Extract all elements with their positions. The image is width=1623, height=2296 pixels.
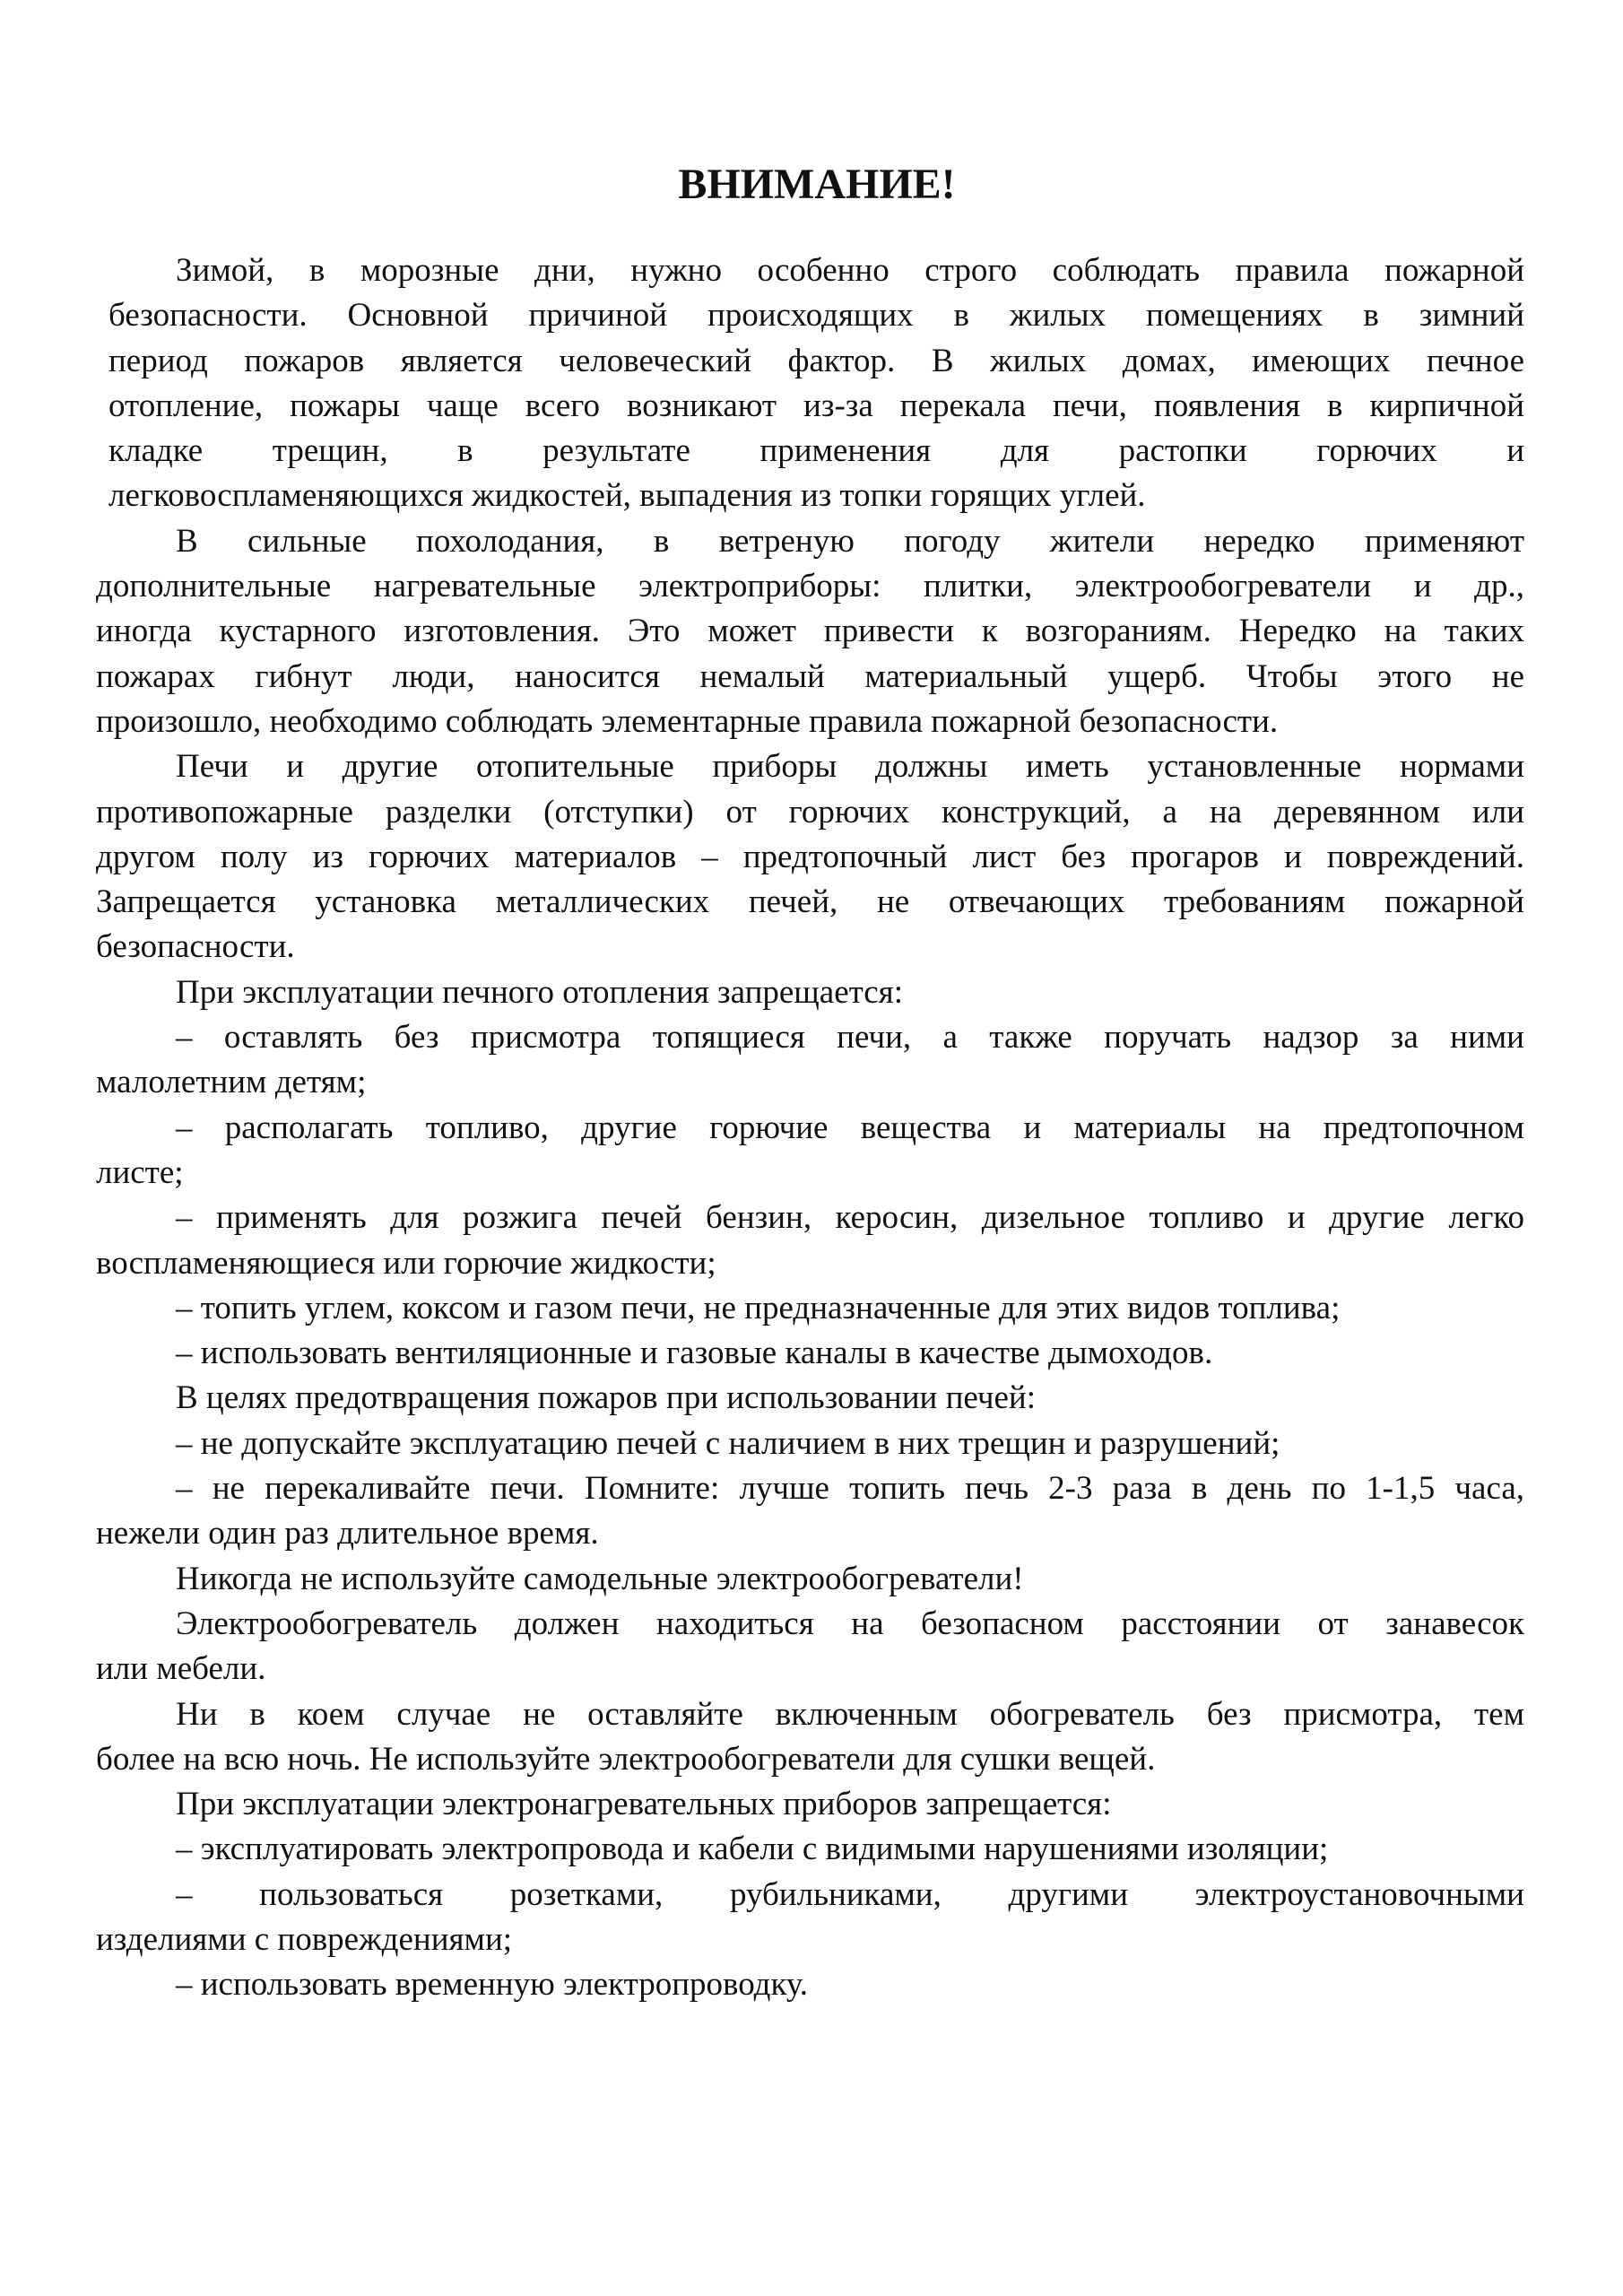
paragraph: [96, 1873, 1524, 1963]
text-line: легковоспламеняющихся жидкостей, выпадения из топки горящих углей.: [108, 477, 1146, 515]
page-title: ВНИМАНИЕ!: [678, 161, 956, 208]
text-line: – эксплуатировать электропровода и кабели с видимыми нарушениями изоляции;: [176, 1831, 1329, 1868]
paragraph: [96, 1015, 1524, 1106]
text-line: отопление, пожары чаще всего возникают из-за перекала печи, появления в кирпичной: [108, 387, 1524, 424]
text-line: Запрещается установка металлических печей, не отвечающих требованиям пожарной: [96, 883, 1524, 921]
text-line: При эксплуатации печного отопления запрещается:: [176, 973, 903, 1011]
paragraph: [96, 1106, 1524, 1196]
paragraph: [96, 1422, 1524, 1466]
paragraph: [96, 1466, 1524, 1557]
text-line: – применять для розжига печей бензин, керосин, дизельное топливо и другие легко: [176, 1199, 1524, 1237]
text-line: противопожарные разделки (отступки) от горючих конструкций, а на деревянном или: [96, 793, 1524, 831]
text-line: Электрообогреватель должен находиться на безопасном расстоянии от занавесок: [176, 1605, 1524, 1642]
text-line: малолетним детям;: [96, 1064, 367, 1101]
text-line: Никогда не используйте самодельные электрообогреватели!: [176, 1560, 1024, 1597]
text-line: – располагать топливо, другие горючие вещества и материалы на предтопочном: [176, 1109, 1524, 1146]
paragraph: [96, 1196, 1524, 1286]
text-line: более на всю ночь. Не используйте электрообогреватели для сушки вещей.: [96, 1740, 1156, 1778]
paragraph: [96, 519, 1524, 744]
text-line: кладке трещин, в результате применения для растопки горючих и: [108, 432, 1524, 470]
text-line: – использовать временную электропроводку.: [176, 1966, 808, 2004]
text-line: или мебели.: [96, 1650, 266, 1688]
paragraph: [96, 1602, 1524, 1692]
text-line: – оставлять без присмотра топящиеся печи, а также поручать надзор за ними: [176, 1019, 1524, 1057]
paragraph: [96, 1782, 1524, 1827]
paragraph: [96, 1331, 1524, 1376]
paragraph: [96, 1827, 1524, 1872]
text-line: безопасности.: [96, 928, 295, 966]
paragraph: [96, 1692, 1524, 1783]
text-line: – использовать вентиляционные и газовые каналы в качестве дымоходов.: [176, 1335, 1213, 1372]
text-line: нежели один раз длительное время.: [96, 1515, 599, 1552]
paragraph: [96, 1962, 1524, 2007]
text-line: Зимой, в морозные дни, нужно особенно строго соблюдать правила пожарной: [176, 252, 1524, 289]
text-line: В сильные похолодания, в ветреную погоду жители нередко применяют: [176, 522, 1524, 560]
text-line: безопасности. Основной причиной происходящих в жилых помещениях в зимний: [108, 297, 1524, 335]
text-line: период пожаров является человеческий фактор. В жилых домах, имеющих печное: [108, 342, 1524, 379]
text-line: пожарах гибнут люди, наносится немалый материальный ущерб. Чтобы этого не: [96, 657, 1524, 695]
text-line: – топить углем, коксом и газом печи, не предназначенные для этих видов топлива;: [176, 1289, 1341, 1326]
paragraph: [96, 744, 1524, 970]
text-line: – не перекаливайте печи. Помните: лучше топить печь 2-3 раза в день по 1-1,5 часа,: [176, 1470, 1524, 1508]
text-line: изделиями с повреждениями;: [96, 1920, 513, 1958]
text-line: дополнительные нагревательные электроприборы: плитки, электрообогреватели и др.,: [96, 568, 1524, 605]
text-line: – не допускайте эксплуатацию печей с наличием в них трещин и разрушений;: [176, 1424, 1280, 1462]
text-line: произошло, необходимо соблюдать элементарные правила пожарной безопасности.: [96, 702, 1279, 740]
paragraph: [96, 970, 1524, 1015]
text-line: – пользоваться розетками, рубильниками, другими электроустановочными: [176, 1875, 1524, 1913]
text-line: При эксплуатации электронагревательных приборов запрещается:: [176, 1786, 1112, 1823]
text-line: иногда кустарного изготовления. Это может привести к возгораниям. Нередко на таких: [96, 613, 1524, 650]
document-body: [96, 248, 1524, 2008]
paragraph: [96, 1376, 1524, 1421]
text-line: Ни в коем случае не оставляйте включенным обогреватель без присмотра, тем: [176, 1695, 1524, 1733]
paragraph: [96, 1286, 1524, 1331]
text-line: Печи и другие отопительные приборы должны иметь установленные нормами: [176, 748, 1524, 786]
paragraph: [96, 1557, 1524, 1602]
text-line: В целях предотвращения пожаров при использовании печей:: [176, 1379, 1036, 1417]
text-line: листе;: [96, 1153, 184, 1191]
text-line: воспламеняющиеся или горючие жидкости;: [96, 1244, 716, 1282]
text-line: другом полу из горючих материалов – предтопочный лист без прогаров и повреждений.: [96, 838, 1524, 875]
paragraph: [96, 248, 1524, 519]
